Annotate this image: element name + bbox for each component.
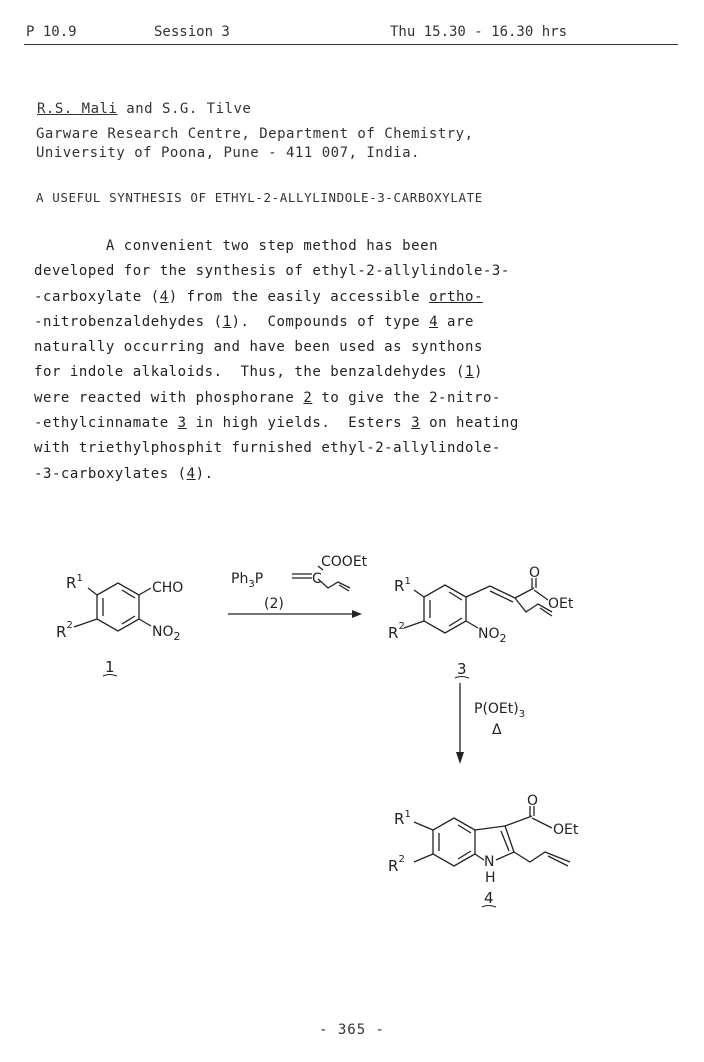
r2-label: $R^2$ [388,854,405,875]
text-run: on heating [420,415,519,432]
session-label: Session 3 [154,24,230,40]
compound-1-number: 1 [105,658,115,676]
pyrrole-bond [496,852,514,860]
page-number: - 365 - [318,1022,385,1038]
no2-bond [139,619,151,626]
text-run: ) from the easily accessible [168,288,430,305]
indole-h-label: H [485,870,496,886]
text-run: for indole alkaloids. Thus, the benzaldehydes ( [34,364,465,381]
paper-title: A USEFUL SYNTHESIS OF ETHYL-2-ALLYLINDOLE-3-CARBOXYLATE [36,190,483,205]
no2-label: $NO_2$ [152,624,181,643]
text-run: are [438,313,474,330]
compound-ref: 4 [429,313,439,330]
oet-label: OEt [553,822,579,838]
arrow-1-head [352,610,362,618]
r1-label: $R^1$ [66,573,83,592]
text-run: ). [195,465,214,482]
session-time: Thu 15.30 - 16.30 hrs [390,24,568,40]
affiliation-line: Garware Research Centre, Department of Chemistry, [36,126,474,142]
text-run: ). Compounds of type [231,313,430,330]
ph3p-label: $Ph_3P$ [231,571,264,590]
pyrrole-bond [475,854,484,860]
r1-bond [414,822,433,830]
r2-label: $R^2$ [388,621,405,642]
allyl-chain [515,598,552,612]
allyl-double-bond [339,585,349,591]
abstract-line: A convenient two step method has been [34,238,439,254]
r2-bond [414,854,433,862]
compound-ref: 3 [177,415,187,432]
text-run: ) [473,364,483,381]
allyl-chain [514,852,570,862]
ester-bond [505,816,532,826]
triethylphosphite-label: $P(OEt)_3$ [474,701,526,720]
compound-ref: 3 [411,415,421,432]
carbonyl-o-label: O [529,565,541,581]
compound-ref: 1 [222,313,232,330]
text-run: were reacted with phosphorane [34,389,304,406]
abstract-line: developed for the synthesis of ethyl-2-allylindole-3- [34,263,510,280]
r1-bond [88,588,97,595]
heat-symbol: Δ [492,722,502,738]
allyl-chain [318,579,350,588]
author-name: S.G. Tilve [162,101,252,117]
r2-bond [74,619,97,627]
pyrrole-bond [505,826,514,852]
r2-bond [404,621,424,628]
r2-label: $R^2$ [56,620,73,641]
text-run: -3-carboxylates ( [34,465,187,482]
author-name: R.S. Mali [37,101,118,117]
arrow-2-head [456,752,464,764]
no2-bond [466,621,478,628]
oet-label: OEt [548,596,574,612]
no2-label: $NO_2$ [478,626,507,645]
compound-3-number: 3 [457,660,467,678]
ylide-carbon-label: C [312,571,322,587]
compound-3-structure [404,578,552,633]
affiliation-line: University of Poona, Pune - 411 007, India. [36,145,420,161]
text-run: to give the 2-nitro- [312,389,501,406]
text-run: in high yields. Esters [186,415,412,432]
r1-label: $R^1$ [394,809,411,828]
abstract-line: naturally occurring and have been used as synthons [34,339,483,356]
vinyl-bond [466,586,490,597]
r1-bond [414,590,424,597]
abstract-code: P 10.9 [26,24,77,40]
text-run: -carboxylate ( [34,288,160,305]
r1-label: $R^1$ [394,576,411,595]
italic-term: ortho- [429,288,483,305]
cho-label: CHO [152,580,184,596]
compound-4-number: 4 [484,889,494,907]
ester-o-bond [534,590,548,600]
reagent-2-number: (2) [264,596,284,612]
ester-o-bond [532,818,552,828]
carbonyl-o-label: O [527,793,539,809]
text-run: -nitrobenzaldehydes ( [34,313,223,330]
alkene-double-bond [490,591,513,602]
indole-n-label: N [484,854,495,870]
compound-ref: 2 [303,389,313,406]
abstract-line: with triethylphosphit furnished ethyl-2-allylindole- [34,440,501,457]
alkene-bond [490,586,515,598]
compound-ref: 4 [159,288,169,305]
cooet-label: COOEt [321,554,368,570]
compound-1-structure [74,583,151,631]
compound-ref: 4 [186,465,196,482]
text-run: -ethylcinnamate [34,415,178,432]
compound-ref: 1 [464,364,474,381]
cho-bond [139,588,151,595]
author-conjunction: and [126,101,154,117]
pyrrole-bond [475,826,505,830]
ester-bond [515,588,534,598]
